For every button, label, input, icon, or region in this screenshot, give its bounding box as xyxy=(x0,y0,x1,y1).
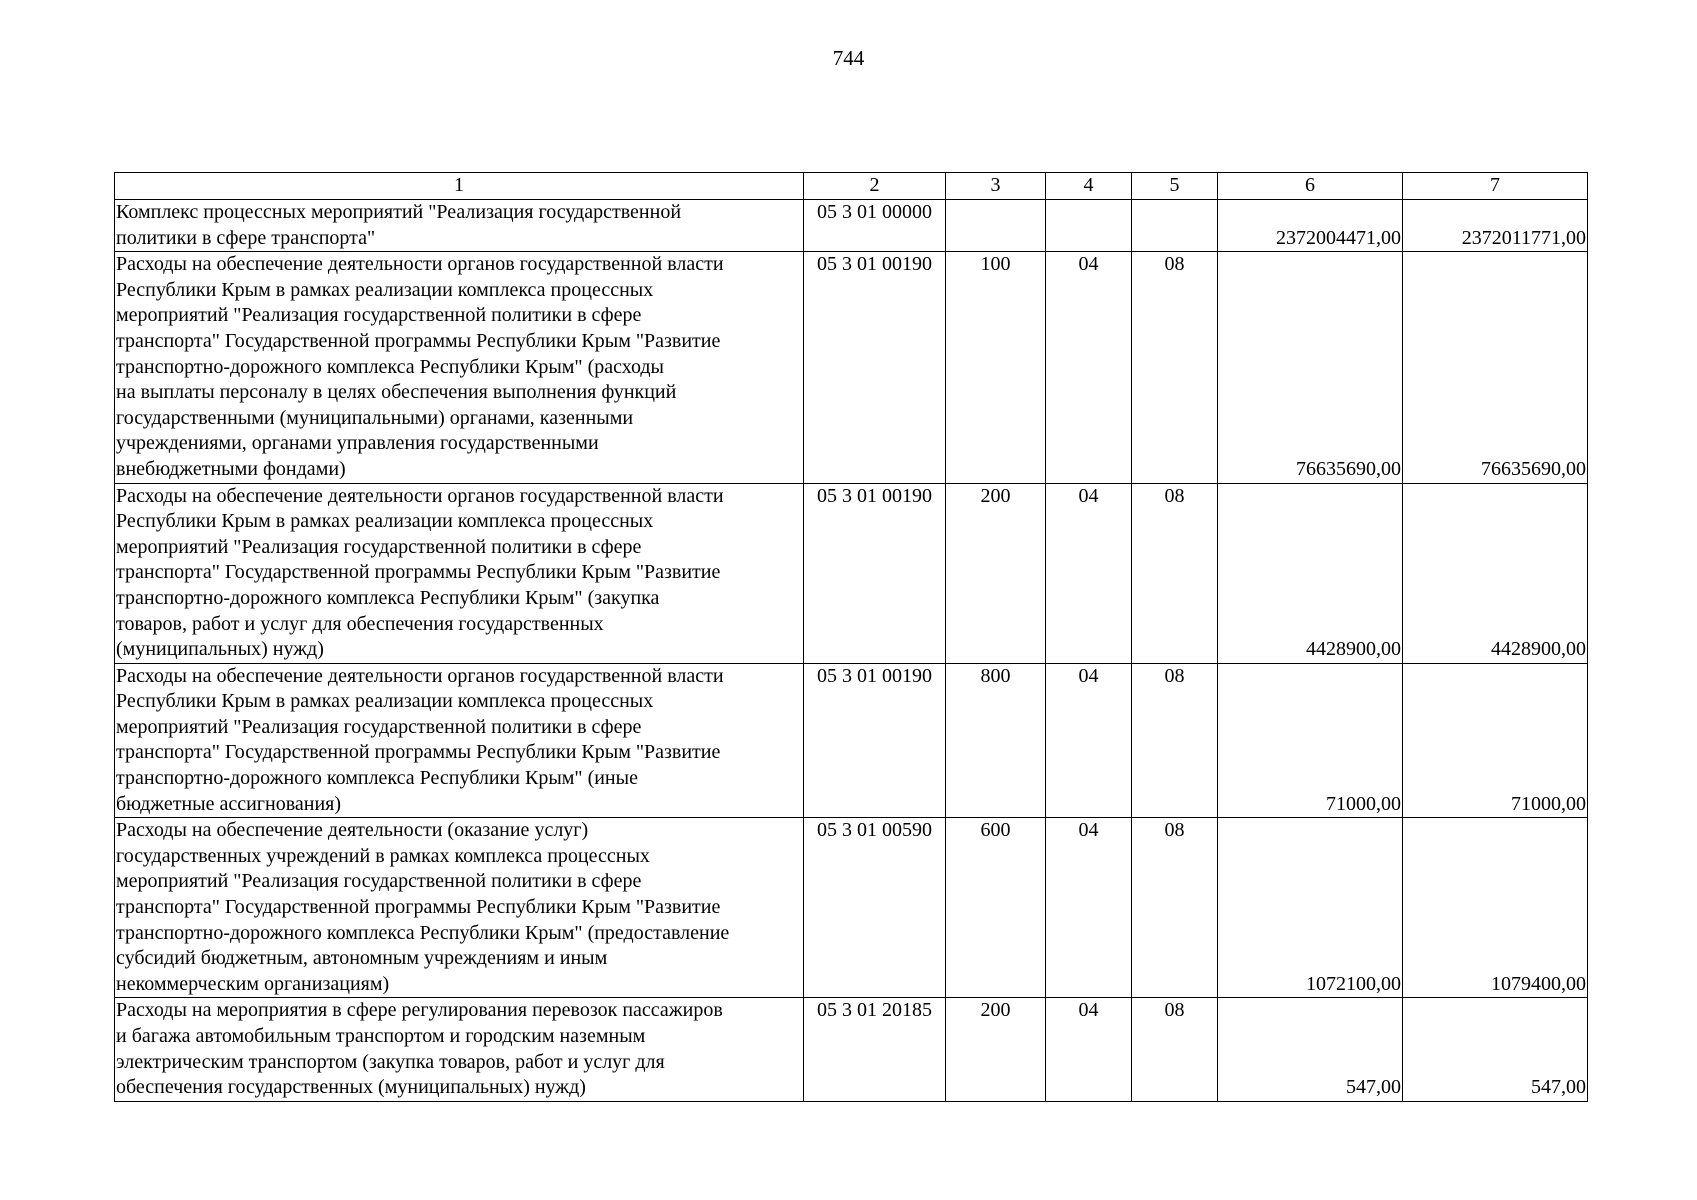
row-subsection: 08 xyxy=(1132,663,1218,818)
row-description xyxy=(115,818,804,998)
row-expense-type: 200 xyxy=(946,483,1046,663)
column-header-3: 3 xyxy=(946,173,1046,200)
table-row xyxy=(115,998,1588,1101)
table-row xyxy=(115,818,1588,998)
row-target-code: 05 3 01 00000 xyxy=(804,200,946,252)
row-amount-1: 4428900,00 xyxy=(1218,483,1403,663)
row-amount-2: 71000,00 xyxy=(1403,663,1588,818)
row-section: 04 xyxy=(1046,483,1132,663)
table-row xyxy=(115,200,1588,252)
row-description-text: Расходы на обеспечение деятельности органов государственной власти Республики Крым в рамках реализации комплекса процессных мероприятий "Реализация государственной политики в сфере транспорта" Государственной программы Республики Крым "Развитие транспортно-дорожного комплекса Республики Крым" (иные бюджетные ассигнования) xyxy=(116,664,724,815)
column-header-1: 1 xyxy=(115,173,804,200)
row-target-code: 05 3 01 00190 xyxy=(804,252,946,483)
row-amount-1: 547,00 xyxy=(1218,998,1403,1101)
row-target-code: 05 3 01 00590 xyxy=(804,818,946,998)
row-description xyxy=(115,998,804,1101)
row-target-code: 05 3 01 00190 xyxy=(804,663,946,818)
row-description-text: Комплекс процессных мероприятий "Реализация государственной политики в сфере транспорта" xyxy=(116,201,682,249)
row-amount-1: 71000,00 xyxy=(1218,663,1403,818)
row-amount-2: 4428900,00 xyxy=(1403,483,1588,663)
row-amount-2: 76635690,00 xyxy=(1403,252,1588,483)
row-section xyxy=(1046,200,1132,252)
budget-table xyxy=(114,172,1588,1102)
row-section: 04 xyxy=(1046,998,1132,1101)
row-expense-type xyxy=(946,200,1046,252)
table-row xyxy=(115,483,1588,663)
column-header-2: 2 xyxy=(804,173,946,200)
table-row xyxy=(115,252,1588,483)
column-header-5: 5 xyxy=(1132,173,1218,200)
row-expense-type: 100 xyxy=(946,252,1046,483)
row-amount-1: 76635690,00 xyxy=(1218,252,1403,483)
row-subsection: 08 xyxy=(1132,483,1218,663)
row-description xyxy=(115,252,804,483)
row-expense-type: 200 xyxy=(946,998,1046,1101)
row-subsection xyxy=(1132,200,1218,252)
column-header-7: 7 xyxy=(1403,173,1588,200)
row-description xyxy=(115,483,804,663)
row-amount-1: 1072100,00 xyxy=(1218,818,1403,998)
row-description-text: Расходы на обеспечение деятельности органов государственной власти Республики Крым в рамках реализации комплекса процессных мероприятий "Реализация государственной политики в сфере транспорта" Государственной программы Республики Крым "Развитие транспортно-дорожного комплекса Республики Крым" (закупка товаров, работ и услуг для обеспечения государственных (муниципальных) нужд) xyxy=(116,484,724,661)
row-amount-2: 1079400,00 xyxy=(1403,818,1588,998)
row-amount-2: 2372011771,00 xyxy=(1403,200,1588,252)
row-description xyxy=(115,200,804,252)
row-subsection: 08 xyxy=(1132,818,1218,998)
column-header-6: 6 xyxy=(1218,173,1403,200)
row-expense-type: 800 xyxy=(946,663,1046,818)
row-description-text: Расходы на обеспечение деятельности органов государственной власти Республики Крым в рамках реализации комплекса процессных мероприятий "Реализация государственной политики в сфере транспорта" Государственной программы Республики Крым "Развитие транспортно-дорожного комплекса Республики Крым" (расходы на выплаты персоналу в целях обеспечения выполнения функций государственными (муниципальными) органами, казенными учреждениями, органами управления государственными внебюджетными фондами) xyxy=(116,253,724,480)
row-description-text: Расходы на мероприятия в сфере регулирования перевозок пассажиров и багажа автомобильным транспортом и городским наземным электрическим транспортом (закупка товаров, работ и услуг для обеспечения государственных (муниципальных) нужд) xyxy=(116,999,723,1099)
row-target-code: 05 3 01 20185 xyxy=(804,998,946,1101)
page-number: 744 xyxy=(832,46,865,70)
row-amount-2: 547,00 xyxy=(1403,998,1588,1101)
row-amount-1: 2372004471,00 xyxy=(1218,200,1403,252)
row-description-text: Расходы на обеспечение деятельности (оказание услуг) государственных учреждений в рамках комплекса процессных мероприятий "Реализация государственной политики в сфере транспорта" Государственной программы Республики Крым "Развитие транспортно-дорожного комплекса Республики Крым" (предоставление субсидий бюджетным, автономным учреждениям и иным некоммерческим организациям) xyxy=(116,819,730,995)
row-description xyxy=(115,663,804,818)
row-section: 04 xyxy=(1046,252,1132,483)
row-section: 04 xyxy=(1046,663,1132,818)
column-header-4: 4 xyxy=(1046,173,1132,200)
row-expense-type: 600 xyxy=(946,818,1046,998)
row-section: 04 xyxy=(1046,818,1132,998)
table-row xyxy=(115,663,1588,818)
row-subsection: 08 xyxy=(1132,998,1218,1101)
row-subsection: 08 xyxy=(1132,252,1218,483)
table-header-row xyxy=(115,173,1588,200)
row-target-code: 05 3 01 00190 xyxy=(804,483,946,663)
